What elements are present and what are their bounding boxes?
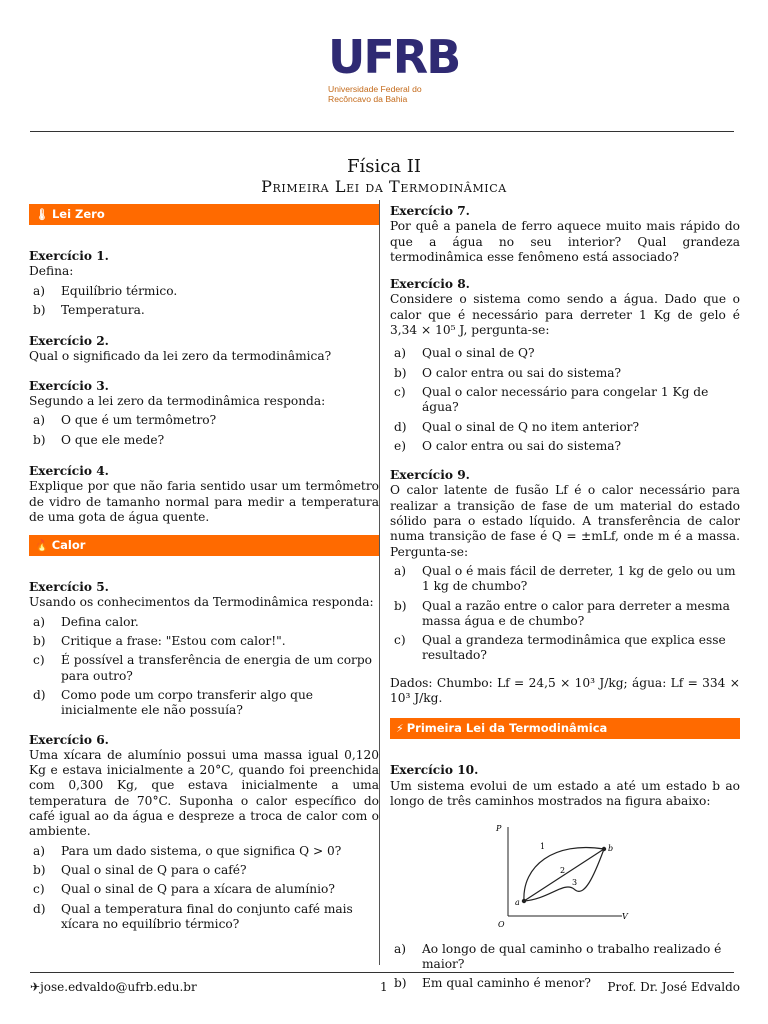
list-item	[33, 433, 379, 448]
footer-rule	[30, 972, 734, 973]
list-item	[394, 346, 740, 361]
list-item	[394, 564, 740, 595]
pv-diagram-svg	[494, 821, 634, 931]
item-letter: a)	[394, 346, 407, 361]
email-text[interactable]: jose.edvaldo@ufrb.edu.br	[40, 980, 197, 994]
list-item	[33, 634, 379, 649]
exercise-text: Defina:	[29, 264, 74, 279]
right-column	[390, 204, 740, 1001]
list-item	[394, 366, 740, 381]
exercise-title: Exercício 2.	[29, 334, 109, 349]
section-primeira-lei	[390, 718, 740, 739]
item-letter: b)	[33, 862, 46, 877]
exercise-items	[29, 615, 379, 719]
footer-author: Prof. Dr. José Edvaldo	[607, 980, 740, 994]
list-item	[394, 420, 740, 435]
item-letter: e)	[394, 438, 406, 453]
exercise-title: Exercício 7.	[390, 204, 470, 218]
page-subtitle: Primeira Lei da Termodinâmica	[261, 177, 507, 196]
item-letter: a)	[33, 283, 46, 298]
path-2	[524, 849, 604, 901]
item-text: Para um dado sistema, o que significa Q > 0?	[61, 843, 342, 858]
point-b	[602, 847, 606, 851]
p-axis-label: P	[496, 824, 502, 834]
item-letter: a)	[394, 941, 407, 956]
list-item	[33, 413, 379, 428]
list-item	[33, 844, 379, 859]
point-a-label: a	[515, 898, 520, 908]
item-text: Qual o sinal de Q?	[422, 346, 535, 361]
list-item	[33, 284, 379, 299]
exercise-6	[29, 733, 379, 933]
section-title: Primeira Lei da Termodinâmica	[406, 721, 608, 736]
item-text: Em qual caminho é menor?	[422, 976, 591, 991]
exercise-title: Exercício 10.	[390, 763, 479, 778]
list-item	[33, 902, 379, 933]
exercise-text: Uma xícara de alumínio possui uma massa igual 0,120 Kg e estava inicialmente a 20°C, quando foi preenchida com 0,300 Kg, que estava inicialmente a uma temperatura de 70°C. Suponha o calor específico do café igual ao da água e despreze a troca de calor com o ambiente.	[29, 747, 379, 839]
item-letter: b)	[394, 598, 407, 613]
page-header	[0, 156, 768, 196]
exercise-9	[390, 468, 740, 706]
exercise-text: Explique por que não faria sentido usar um termômetro de vidro de tamanho normal para medir a temperatura de uma gota de água quente.	[29, 479, 379, 524]
item-letter: d)	[394, 419, 407, 434]
list-item	[33, 882, 379, 897]
item-letter: b)	[33, 432, 46, 447]
exercise-title: Exercício 1.	[29, 249, 109, 263]
list-item	[394, 942, 740, 973]
item-letter: c)	[33, 882, 45, 897]
lightning-icon: ⚡	[396, 722, 404, 736]
left-column	[29, 204, 379, 942]
point-a	[522, 899, 526, 903]
exercise-2	[29, 334, 379, 365]
item-text: Como pode um corpo transferir algo que inicialmente ele não possuía?	[61, 687, 314, 718]
exercise-5	[29, 580, 379, 718]
exercise-data: Dados: Chumbo: Lf = 24,5 × 10³ J/kg; água: Lf = 334 × 10³ J/kg.	[390, 675, 740, 706]
logo-subtitle-line2: Recôncavo da Bahia	[328, 94, 408, 104]
section-title: Calor	[51, 538, 86, 553]
item-letter: a)	[33, 614, 46, 629]
list-item	[33, 615, 379, 630]
exercise-text: Considere o sistema como sendo a água. Dado que o calor que é necessário para derreter 1 Kg de gelo é 3,34 × 10⁵ J, pergunta-se:	[390, 292, 740, 338]
item-text: O calor entra ou sai do sistema?	[422, 365, 622, 380]
exercise-items	[29, 844, 379, 932]
column-divider	[379, 200, 380, 965]
item-text: O que é um termômetro?	[61, 413, 217, 428]
exercise-text: Um sistema evolui de um estado a até um estado b ao longo de três caminhos mostrados na figura abaixo:	[390, 778, 740, 808]
exercise-text: Qual o significado da lei zero da termodinâmica?	[29, 349, 332, 364]
footer-email[interactable]	[30, 980, 197, 995]
section-title: Lei Zero	[51, 207, 105, 221]
logo-wordmark: UFRB	[328, 30, 460, 84]
exercise-title: Exercício 8.	[390, 277, 470, 292]
page-number: 1	[380, 980, 388, 994]
item-letter: d)	[33, 901, 46, 916]
item-letter: a)	[33, 843, 46, 858]
item-text: O que ele mede?	[61, 432, 165, 447]
item-letter: c)	[33, 653, 45, 668]
list-item	[33, 863, 379, 878]
item-letter: b)	[394, 976, 407, 991]
item-letter: c)	[394, 633, 406, 648]
list-item	[394, 599, 740, 630]
exercise-items	[29, 413, 379, 448]
item-text: Equilíbrio térmico.	[61, 283, 178, 298]
list-item	[33, 653, 379, 684]
item-letter: b)	[33, 634, 46, 649]
exercise-title: Exercício 9.	[390, 468, 470, 483]
item-letter: c)	[394, 384, 406, 399]
exercise-text: Usando os conhecimentos da Termodinâmica responda:	[29, 595, 374, 610]
item-text: Qual o calor necessário para congelar 1 Kg de água?	[422, 384, 709, 415]
item-text: É possível a transferência de energia de um corpo para outro?	[61, 653, 373, 683]
exercise-3	[29, 379, 379, 448]
item-text: O calor entra ou sai do sistema?	[422, 438, 622, 453]
exercise-text: Segundo a lei zero da termodinâmica responda:	[29, 394, 326, 409]
item-text: Qual a temperatura final do conjunto café mais xícara no equilíbrio térmico?	[61, 901, 353, 931]
item-text: Qual a razão entre o calor para derreter a mesma massa água e de chumbo?	[422, 598, 730, 628]
section-calor	[29, 535, 379, 556]
ufrb-logo	[328, 28, 460, 108]
path-1-label: 1	[540, 842, 546, 852]
exercise-1	[29, 249, 379, 318]
path-2-label: 2	[560, 866, 566, 876]
item-text: Qual o sinal de Q para a xícara de alumínio?	[61, 882, 335, 897]
exercise-text: O calor latente de fusão Lf é o calor necessário para realizar a transição de fase de um material do estado sólido para o estado líquido. A transferência de calor numa transição de fase é Q = ±mLf, onde m é a massa. Pergunta-se:	[390, 483, 740, 559]
exercise-title: Exercício 3.	[29, 378, 109, 393]
exercise-text: Por quê a panela de ferro aquece muito mais rápido do que a água no seu interior? Qual grandeza termodinâmica esse fenômeno está associado?	[390, 219, 740, 264]
item-text: Temperatura.	[61, 302, 145, 317]
origin-label: O	[498, 920, 505, 930]
list-item	[394, 439, 740, 454]
paper-plane-icon: ✈	[30, 980, 41, 994]
item-text: Qual o sinal de Q para o café?	[61, 862, 247, 877]
item-text: Defina calor.	[61, 614, 139, 629]
list-item	[33, 688, 379, 719]
exercise-8	[390, 277, 740, 454]
exercise-7	[390, 204, 740, 265]
exercise-4	[29, 464, 379, 525]
exercise-10	[390, 763, 740, 991]
logo-subtitle	[328, 84, 458, 104]
path-3-label: 3	[572, 878, 578, 888]
exercise-items	[29, 284, 379, 319]
exercise-title: Exercício 6.	[29, 732, 109, 747]
item-text: Qual o é mais fácil de derreter, 1 kg de gelo ou um 1 kg de chumbo?	[422, 563, 736, 594]
item-letter: d)	[33, 687, 46, 702]
point-b-label: b	[608, 844, 614, 854]
item-text: Ao longo de qual caminho o trabalho realizado é maior?	[422, 941, 722, 971]
thermometer-icon: 🌡	[35, 208, 49, 221]
header-rule	[30, 131, 734, 132]
exercise-items	[390, 564, 740, 664]
list-item	[394, 633, 740, 664]
pv-diagram	[494, 821, 740, 935]
item-letter: a)	[33, 413, 46, 428]
item-letter: b)	[33, 302, 46, 317]
item-letter: b)	[394, 365, 407, 380]
v-axis-label: V	[622, 912, 628, 922]
list-item	[394, 385, 740, 416]
logo-subtitle-line1: Universidade Federal do	[328, 84, 422, 94]
page-title: Física II	[347, 156, 421, 177]
section-lei-zero	[29, 204, 379, 225]
flame-icon: 🔥	[35, 539, 49, 553]
item-text: Qual o sinal de Q no item anterior?	[422, 419, 640, 434]
exercise-items	[390, 346, 740, 454]
item-text: Qual a grandeza termodinâmica que explica esse resultado?	[422, 633, 726, 663]
item-letter: a)	[394, 563, 407, 578]
exercise-title: Exercício 4.	[29, 463, 109, 478]
list-item	[33, 303, 379, 318]
exercise-title: Exercício 5.	[29, 580, 109, 595]
item-text: Critique a frase: "Estou com calor!".	[61, 634, 286, 649]
